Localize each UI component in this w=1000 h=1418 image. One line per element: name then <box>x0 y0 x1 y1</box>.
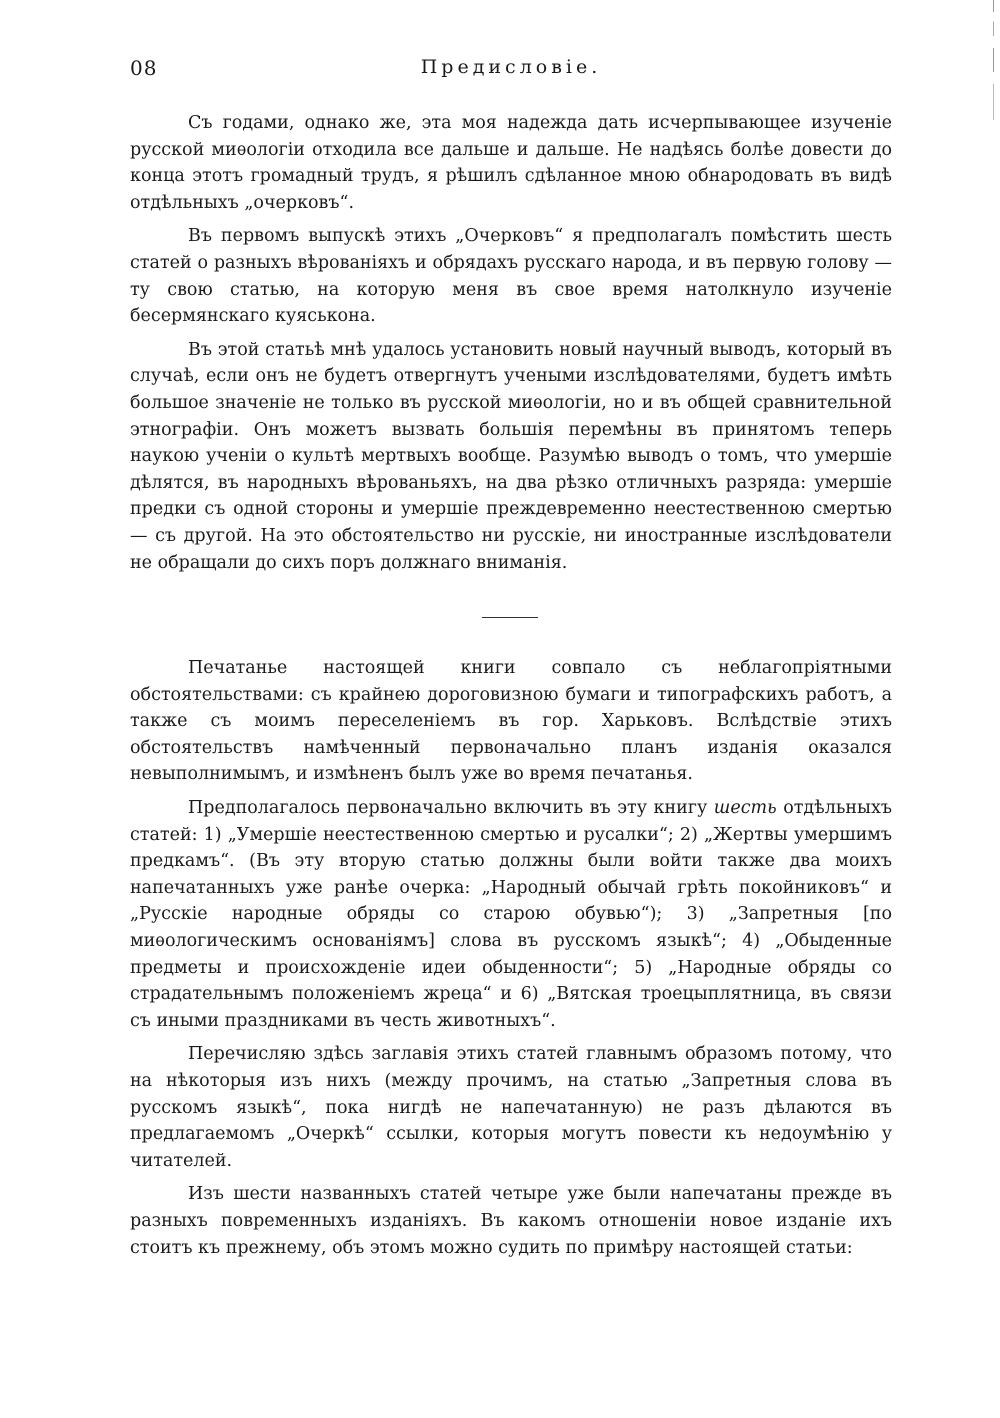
section-divider-wrap <box>130 583 892 655</box>
page-header <box>130 56 892 86</box>
running-title: Предисловіе. <box>420 56 602 78</box>
paragraph-7: Изъ шести названныхъ статей четыре уже были напечатаны прежде въ разныхъ повременныхъ изданіяхъ. Въ какомъ отношеніи новое изданіе ихъ стоитъ къ прежнему, объ этомъ можно судить по примѣру настоящей статьи: <box>130 1184 892 1258</box>
paragraph-5-rest: отдѣльныхъ статей: 1) „Умершіе неестественною смертью и русалки“; 2) „Жертвы умершимъ предкамъ“. (Въ эту вторую статью должны были войти также два моихъ напечатанныхъ уже ранѣе очерка: „Народный обычай грѣть покойниковъ“ и „Русскіе народные обряды со старою обувью“); 3) „Запретныя [по миѳологическимъ основаніямъ] слова въ русскомъ языкѣ“; 4) „Обыденные предметы и происхожденіе идеи обыденности“; 5) „Народные обряды со страдательнымъ положеніемъ жреца“ и 6) „Вятская троецыплятница, въ связи съ иными праздниками въ честь животныхъ“. <box>130 798 892 1031</box>
paragraph-6: Перечисляю здѣсь заглавія этихъ статей главнымъ образомъ потому, что на нѣкоторыя изъ нихъ (между прочимъ, на статью „Запретныя слова въ русскомъ языкѣ“, пока нигдѣ не напечатанную) не разъ дѣлаются въ предлагаемомъ „Очеркѣ“ ссылки, которыя могутъ повести къ недоумѣнію у читателей. <box>130 1044 892 1171</box>
paragraph-5-emphasis: шесть <box>713 798 777 819</box>
paragraph-5 <box>130 795 892 1034</box>
paragraph-4: Печатанье настоящей книги совпало съ неблагопріятными обстоятельствами: съ крайнею дороговизною бумаги и типографскихъ работъ, а также съ моимъ переселеніемъ въ гор. Харьковъ. Вслѣдствіе этихъ обстоятельствъ намѣченный первоначально планъ изданія оказался невыполнимымъ, и измѣненъ былъ уже во время печатанья. <box>130 658 892 785</box>
paragraph-2: Въ первомъ выпускѣ этихъ „Очерковъ“ я предполагалъ помѣстить шесть статей о разныхъ вѣрованіяхъ и обрядахъ русскаго народа, и въ первую голову — ту свою статью, на которую меня въ свое время натолкнуло изученіе бесермянскаго куяськона. <box>130 226 892 327</box>
paragraph-5-start: Предполагалось первоначально включить въ эту книгу <box>188 798 714 819</box>
paragraph-3: Въ этой статьѣ мнѣ удалось установить новый научный выводъ, который въ случаѣ, если онъ не будетъ отвергнутъ учеными изслѣдователями, будетъ имѣть большое значеніе не только въ русской миѳологіи, но и въ общей сравнительной этнографіи. Онъ можетъ вызвать большія перемѣны въ принятомъ теперь наукою ученіи о культѣ мертвыхъ вообще. Разумѣю выводъ о томъ, что умершіе дѣлятся, въ народныхъ вѣрованьяхъ, на два рѣзко отличныхъ разряда: умершіе предки съ одной стороны и умершіе преждевременно неестественною смертью — съ другой. На это обстоятельство ни русскіе, ни иностранные изслѣдователи не обращали до сихъ поръ должнаго вниманія. <box>130 339 892 573</box>
section-divider <box>482 617 538 618</box>
paragraph-1: Съ годами, однако же, эта моя надежда дать исчерпывающее изученіе русской миѳологіи отходила все дальше и дальше. Не надѣясь болѣе довести до конца этотъ громадный трудъ, я рѣшилъ сдѣланное мною обнародовать въ видѣ отдѣльныхъ „очерковъ“. <box>130 113 892 213</box>
page-number: 08 <box>130 56 158 80</box>
scan-edge-mark <box>993 0 994 120</box>
body-text <box>130 110 892 1268</box>
